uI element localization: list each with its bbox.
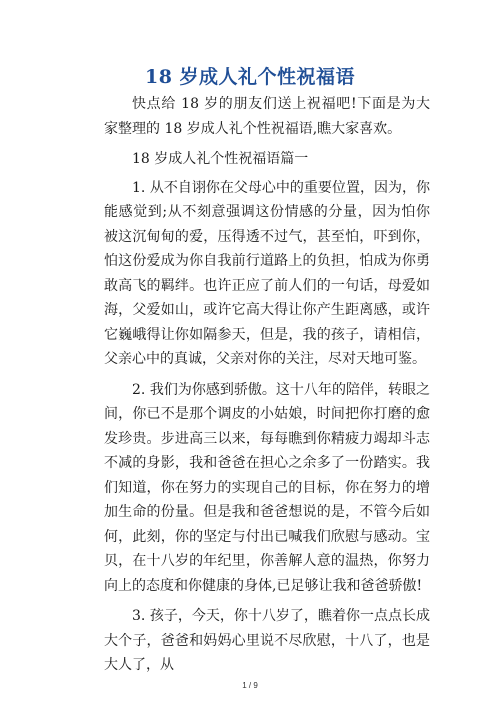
paragraph-1: 1. 从不自诩你在父母心中的重要位置，因为，你能感觉到;从不刻意强调这份情感的分量，因为怕你被这沉甸甸的爱，压得透不过气，甚至怕，吓到你，怕这份爱成为你自我前行道路上的负担，怕成为你勇敢高飞的羁绊。也许正应了前人们的一句话，母爱如海，父爱如山，或许它高大得让你产生距离感，或许它巍峨得让你如隔参天，但是，我的孩子，请相信，父亲心中的真诚，父亲对你的关注，尽对天地可鉴。 bbox=[104, 179, 430, 367]
paragraph-3: 3. 孩子，今天，你十八岁了，瞧着你一点点长成大个子，爸爸和妈妈心里说不尽欣慰，十八了，也是大人了，从 bbox=[104, 608, 430, 673]
document-title: 18 岁成人礼个性祝福语 bbox=[144, 66, 356, 88]
intro-paragraph: 快点给 18 岁的朋友们送上祝福吧!下面是为大家整理的 18 岁成人礼个性祝福语,瞧大家喜欢。 bbox=[104, 96, 430, 137]
paragraph-2: 2. 我们为你感到骄傲。这十八年的陪伴，转眼之间，你已不是那个调皮的小姑娘，时间把你打磨的愈发珍贵。步进高三以来，每每瞧到你精疲力竭却斗志不减的身影，我和爸爸在担心之余多了一份踏实。我们知道，你在努力的实现自己的目标，你在努力的增加生命的份量。但是我和爸爸想说的是，不管今后如何，此刻，你的坚定与付出已喊我们欣慰与感动。宝贝，在十八岁的年纪里，你善解人意的温热，你努力向上的态度和你健康的身体,已足够让我和爸爸骄傲! bbox=[104, 381, 430, 594]
section-heading: 18 岁成人礼个性祝福语篇一 bbox=[132, 151, 309, 167]
page-indicator: 1 / 9 bbox=[242, 681, 258, 690]
document-body bbox=[104, 92, 430, 684]
